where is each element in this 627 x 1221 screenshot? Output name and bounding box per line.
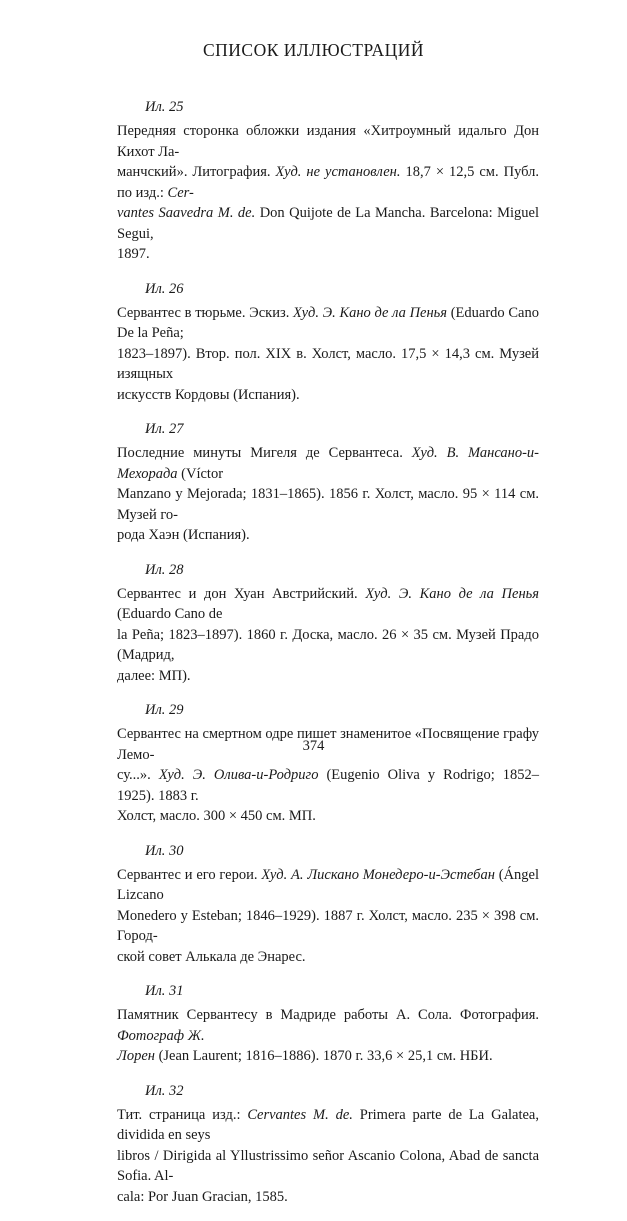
text-line xyxy=(117,244,539,265)
illustration-description xyxy=(117,584,539,687)
text-segment: 1897. xyxy=(117,246,150,262)
illustration-label: Ил. 25 xyxy=(145,99,184,115)
text-line xyxy=(117,385,539,406)
illustration-description xyxy=(117,303,539,406)
illustration-label: Ил. 29 xyxy=(145,702,184,718)
text-segment: Передняя сторонка обложки издания «Хитроумный идальго Дон Кихот Ла- xyxy=(117,123,539,160)
text-line xyxy=(117,484,539,525)
illustration-entry xyxy=(117,700,539,827)
text-line xyxy=(117,303,539,344)
text-line xyxy=(117,1005,539,1046)
text-segment: Сервантес на смертном одре пишет знаменитое «Посвящение графу Лемо- xyxy=(117,726,539,763)
text-segment: Холст, масло. 300 × 450 см. МП. xyxy=(117,808,316,824)
illustration-label: Ил. 28 xyxy=(145,561,184,578)
text-segment: la Peña; 1823–1897). 1860 г. Доска, масло. 26 × 35 см. Музей Прадо (Мадрид, xyxy=(117,626,539,663)
text-line xyxy=(117,906,539,947)
text-line xyxy=(117,584,539,625)
text-segment: (Eugenio Oliva y Rodrigo; 1852–1925). 1883 г. xyxy=(117,767,540,804)
text-line xyxy=(117,344,539,385)
text-segment: рода Хаэн (Испания). xyxy=(117,527,250,543)
text-segment: (Ángel Lizcano xyxy=(117,866,539,903)
text-line xyxy=(117,162,539,203)
text-line xyxy=(117,525,539,546)
illustration-label: Ил. 27 xyxy=(145,421,184,437)
illustration-label: Ил. 30 xyxy=(145,842,184,859)
illustration-label: Ил. 31 xyxy=(145,983,184,999)
illustration-description xyxy=(117,443,539,546)
text-segment: Тит. страница изд.: xyxy=(117,1106,248,1123)
italic-segment: Cervantes M. de. xyxy=(247,1106,353,1123)
text-line xyxy=(117,947,539,968)
italic-segment: Худ. не установлен. xyxy=(275,164,401,180)
italic-segment: Худ. В. Мансано-и-Мехорада xyxy=(117,445,539,482)
illustration-entry xyxy=(117,560,539,687)
text-segment: далее: МП). xyxy=(117,667,191,684)
text-line xyxy=(117,203,539,244)
illustration-description xyxy=(117,1005,539,1067)
illustration-entry xyxy=(117,841,539,968)
text-line xyxy=(117,1146,539,1187)
illustration-entry xyxy=(117,97,539,265)
text-segment: су...». xyxy=(117,767,159,783)
italic-segment: Фотограф Ж. xyxy=(117,1027,205,1044)
illustration-entry xyxy=(117,279,539,406)
text-segment: Don Quijote de La Mancha. Barcelona: Miguel Segui, xyxy=(117,205,539,242)
italic-segment: vantes Saavedra M. de. xyxy=(117,205,256,221)
page-title: СПИСОК ИЛЛЮСТРАЦИЙ xyxy=(202,40,425,60)
text-line xyxy=(117,865,539,906)
illustration-description xyxy=(117,1105,539,1208)
italic-segment: Cer- xyxy=(167,184,194,201)
text-line xyxy=(117,625,539,666)
italic-segment: Худ. А. Лискано Монедеро-и-Эстебан xyxy=(261,866,495,883)
illustration-description xyxy=(117,865,539,968)
text-segment: cala: Por Juan Gracian, 1585. xyxy=(117,1188,288,1205)
italic-segment: Худ. Э. Олива-и-Родриго xyxy=(158,767,319,783)
text-segment: Monedero y Esteban; 1846–1929). 1887 г. Холст, масло. 235 × 398 см. Город- xyxy=(117,907,539,944)
text-segment: libros / Dirigida al Yllustrissimo señor Ascanio Colona, Abad de sancta Sofia. Al- xyxy=(117,1147,539,1184)
text-segment: 18,7 × 12,5 см. Публ. по изд.: xyxy=(117,164,540,201)
text-line xyxy=(117,1187,539,1208)
text-segment: Сервантес и дон Хуан Австрийский. xyxy=(117,585,366,602)
text-segment: Последние минуты Мигеля де Сервантеса. xyxy=(117,445,412,461)
text-line xyxy=(117,666,539,687)
text-line xyxy=(117,1046,539,1067)
text-line xyxy=(117,1105,539,1146)
illustration-label: Ил. 32 xyxy=(145,1082,184,1099)
text-segment: (Víctor xyxy=(177,465,224,482)
text-segment: 1823–1897). Втор. пол. XIX в. Холст, масло. 17,5 × 14,3 см. Музей изящных xyxy=(117,345,539,382)
text-segment: (Eduardo Cano de xyxy=(117,606,223,622)
text-segment: искусств Кордовы (Испания). xyxy=(117,386,300,403)
illustration-entry xyxy=(117,419,539,546)
text-line xyxy=(117,121,539,162)
text-line xyxy=(117,443,539,484)
illustration-label: Ил. 26 xyxy=(145,280,184,297)
italic-segment: Худ. Э. Кано де ла Пенья xyxy=(293,304,448,321)
text-line xyxy=(117,806,539,827)
text-segment: Сервантес и его герои. xyxy=(117,866,262,883)
illustration-description xyxy=(117,121,539,265)
text-segment: ской совет Алькала де Энарес. xyxy=(117,948,306,965)
illustration-entry xyxy=(117,981,539,1067)
text-segment: Primera parte de La Galatea, dividida en seys xyxy=(117,1106,539,1143)
italic-segment: Лорен xyxy=(117,1048,155,1064)
text-segment: (Eduardo Cano De la Peña; xyxy=(117,304,539,341)
text-segment: (Jean Laurent; 1816–1886). 1870 г. 33,6 × 25,1 см. НБИ. xyxy=(154,1048,493,1064)
text-segment: Manzano y Mejorada; 1831–1865). 1856 г. Холст, масло. 95 × 114 см. Музей го- xyxy=(117,486,539,523)
text-segment: Памятник Сервантесу в Мадриде работы А. Сола. Фотография. xyxy=(117,1007,539,1023)
italic-segment: Худ. Э. Кано де ла Пенья xyxy=(365,585,539,602)
illustration-list xyxy=(117,97,539,1221)
page-number: 374 xyxy=(302,738,325,754)
text-segment: манчский». Литография. xyxy=(117,164,276,180)
text-segment: Сервантес в тюрьме. Эскиз. xyxy=(117,304,294,321)
illustration-entry xyxy=(117,1081,539,1208)
